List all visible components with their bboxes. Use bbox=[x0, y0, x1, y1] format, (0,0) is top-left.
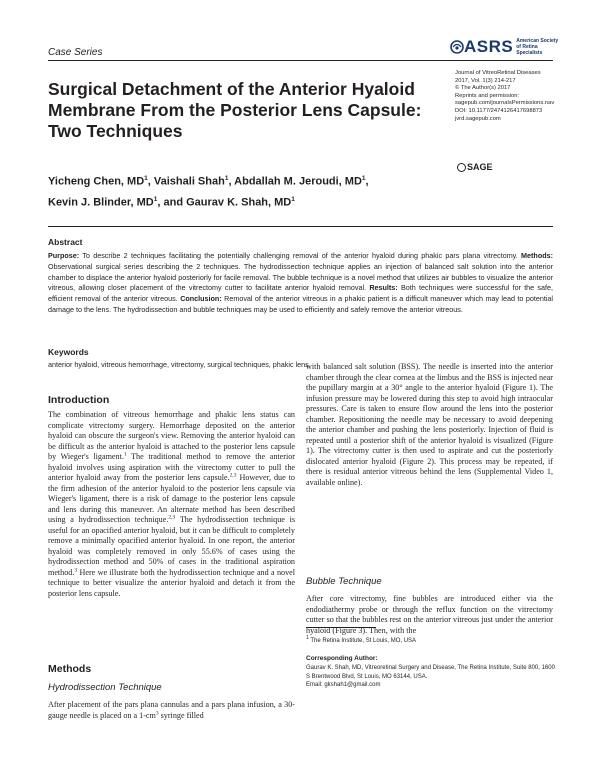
author-affiliation: 1 bbox=[224, 175, 229, 182]
author-name: and Gaurav K. Shah, MD bbox=[163, 196, 292, 209]
journal-info bbox=[455, 70, 555, 123]
article-type-label: Case Series bbox=[48, 47, 103, 58]
purpose-text: To describe 2 techniques facilitating the potentially challenging removal of the anterior hyaloid during phakic pars plana vitrectomy. bbox=[82, 251, 518, 260]
author-line-1: Yicheng Chen, $MD^1$, Vaishali Shah$^1$, Abdallah M. Jeroudi, $MD^1$, bbox=[48, 175, 369, 188]
citation[interactable]: 2,3 bbox=[168, 514, 176, 521]
conclusion-label: Conclusion: bbox=[180, 294, 222, 304]
author-line-2: Kevin J. Blinder, $MD^1$, and Gaurav K. Shah, $MD^1$ bbox=[48, 195, 295, 209]
author-affiliation: 1 bbox=[361, 175, 366, 182]
hydrodissection-subheading: Hydrodissection Technique bbox=[48, 682, 162, 693]
corresponding-author-address: Gaurav K. Shah, MD, Vitreoretinal Surgery and Disease, The Retina Institute, Suite 800, 1600 S Brentwood Blvd, St Louis, MO 63144, USA. bbox=[306, 665, 555, 680]
abstract-rule bbox=[48, 226, 553, 227]
methods-heading: Methods bbox=[48, 663, 92, 675]
copyright: © The Author(s) 2017 bbox=[455, 85, 511, 92]
permissions-link[interactable]: sagepub.com/journalsPermissions.nav bbox=[455, 100, 555, 107]
sage-circle-icon bbox=[457, 163, 466, 172]
affiliation-number: 1 bbox=[306, 635, 309, 641]
affiliation-footnote bbox=[306, 635, 416, 644]
author-name: Abdallah M. Jeroudi, MD bbox=[234, 175, 362, 188]
author-affiliation: 1 bbox=[291, 195, 295, 203]
methods-text: After core vitrectomy, fine bubbles are introduced either via the endodiathermy probe or through the reflux function on the vitrectomy cutter so that the bubbles rest on the anterior vitreous just under the anterior hyaloid (Figure 3). Then, with the bbox=[306, 594, 553, 635]
article-title: Surgical Detachment of the Anterior Hyaloid Membrane From the Posterior Lens Capsule: Two Techniques bbox=[48, 79, 422, 141]
citation[interactable]: 1 bbox=[123, 451, 127, 458]
author-name: Kevin J. Blinder, MD bbox=[48, 196, 154, 209]
sage-logo-text: SAGE bbox=[467, 162, 493, 172]
corresponding-author-heading: Corresponding Author: bbox=[306, 655, 378, 662]
asrs-globe-icon bbox=[450, 40, 464, 54]
intro-text: Here we illustrate both the hydrodissection technique and a novel technique to better visualize the anterior hyaloid and detach it from the posterior lens capsule. bbox=[48, 567, 295, 598]
author-name: Vaishali Shah bbox=[153, 175, 225, 188]
header-rule bbox=[48, 60, 553, 61]
asrs-logo-subtitle: American Society of Retina Specialists bbox=[516, 38, 559, 56]
unit-superscript: 3 bbox=[155, 709, 159, 716]
results-text: Both techniques were successful for the safe, efficient removal of the anterior vitreous. bbox=[48, 283, 553, 304]
author-name: Yicheng Chen, MD bbox=[48, 175, 145, 188]
introduction-body bbox=[48, 410, 295, 599]
author-affiliation: 1 bbox=[144, 175, 148, 182]
keywords-text: anterior hyaloid, vitreous hemorrhage, vitrectomy, surgical techniques, phakic lens bbox=[48, 360, 309, 369]
intro-text: However, due to the firm adhesion of the anterior hyaloid to the posterior lens capsule via Wieger's ligament, there is a risk of damage to the posterior lens capsule and lens during this maneuver. An alternate method has been described using a hydrodissection technique. bbox=[48, 473, 295, 524]
keywords-heading: Keywords bbox=[48, 347, 89, 357]
corresponding-author-details bbox=[306, 664, 556, 690]
methods-text: with balanced salt solution (BSS). The needle is inserted into the anterior chamber through the clear cornea at the limbus and the BSS is injected near the pupillary margin at a 30° angle to the anterior hyaloid (Figure 1). The infusion pressure may be lowered during this step to avoid high intraocular pressures. Care is taken to ensure flow around the lens into the posterior chamber. Repositioning the needle may be necessary to avoid deepening the anterior chamber and pushing the lens posteriorly. Injection of fluid is repeated until a posterior shift of the anterior hyaloid is visualized (Figure 1). The vitrectomy cutter is then used to aspirate and cut the posteriorly dislocated anterior hyaloid (Figure 2). This process may be repeated, if there is residual anterior vitreous behind the lens (Supplemental Video 1, available online). bbox=[306, 362, 553, 487]
intro-text: The traditional method to remove the anterior hyaloid involves using aspiration with the vitrectomy cutter to pull the anterior hyaloid away from the posterior lens capsule. bbox=[48, 452, 295, 482]
footnote-rule bbox=[306, 627, 376, 628]
purpose-label: Purpose: bbox=[48, 251, 80, 260]
bubble-body bbox=[306, 594, 553, 636]
methods-text: Observational surgical series describing the 2 techniques. The hydrodissection technique applies an injection of balanced salt solution into the anterior chamber to displace the anterior hyaloid posteriorly for facile removal. The bubble technique is a novel method that utilizes air bubbles to visualize the anterior vitreous, allowing closer placement of the vitrectomy cutter to facilitate anterior hyaloid removal. bbox=[48, 261, 553, 293]
introduction-heading: Introduction bbox=[48, 394, 110, 406]
asrs-logo bbox=[450, 37, 558, 57]
citation[interactable]: 2,3 bbox=[229, 472, 237, 479]
corresponding-author-email[interactable]: Email: gkshah1@gmail.com bbox=[306, 682, 381, 689]
hydrodissection-body-start bbox=[48, 700, 295, 721]
sage-logo bbox=[457, 162, 493, 172]
author-list bbox=[48, 170, 408, 211]
affiliation-text: The Retina Institute, St Louis, MO, USA bbox=[310, 638, 417, 644]
reprints-label: Reprints and permission: bbox=[455, 92, 520, 99]
abstract-heading: Abstract bbox=[48, 237, 83, 247]
methods-text: syringe filled bbox=[158, 710, 204, 720]
hydrodissection-body-cont bbox=[306, 362, 553, 488]
intro-text: The combination of vitreous hemorrhage and phakic lens status can complicate vitrectomy surgery. Hemorrhage deposited on the anterior hyaloid can obscure the surgeon's view. Removing the anterior hyaloid can be difficult as the anterior hyaloid is attached to the posterior lens capsule by Wieger's ligament. bbox=[48, 410, 295, 461]
abstract-body bbox=[48, 251, 553, 316]
asrs-logo-text: ASRS bbox=[464, 37, 514, 56]
methods-label: Methods: bbox=[521, 251, 553, 260]
methods-text: After placement of the pars plana cannulas and a pars plana infusion, a 30-gauge needle is placed on a 1-cm bbox=[48, 700, 295, 720]
journal-url[interactable]: jvrd.sagepub.com bbox=[455, 115, 501, 122]
citation[interactable]: 3 bbox=[74, 566, 78, 573]
bubble-subheading: Bubble Technique bbox=[306, 576, 382, 587]
results-label: Results: bbox=[369, 283, 398, 293]
journal-volume: 2017, Vol. 1(3) 214-217 bbox=[455, 77, 516, 84]
journal-name: Journal of VitreoRetinal Diseases bbox=[455, 70, 541, 76]
intro-text: The hydrodissection technique is useful for an opacified anterior hyaloid, but it can be difficult to completely remove a minimally opacified anterior hyaloid. In one report, the anterior hyaloid was completely removed in only 55.6% of cases using the hydrodissection method and 50% of cases in the traditional aspiration method. bbox=[48, 515, 295, 577]
doi[interactable]: DOI: 10.1177/2474126417698873 bbox=[455, 107, 543, 114]
author-affiliation: 1 bbox=[153, 195, 158, 203]
conclusion-text: Removal of the anterior vitreous in a phakic patient is a difficult maneuver which may lead to potential damage to the lens. The hydrodissection and bubble techniques may be used to efficiently and safely remove the anterior vitreous. bbox=[48, 294, 554, 314]
